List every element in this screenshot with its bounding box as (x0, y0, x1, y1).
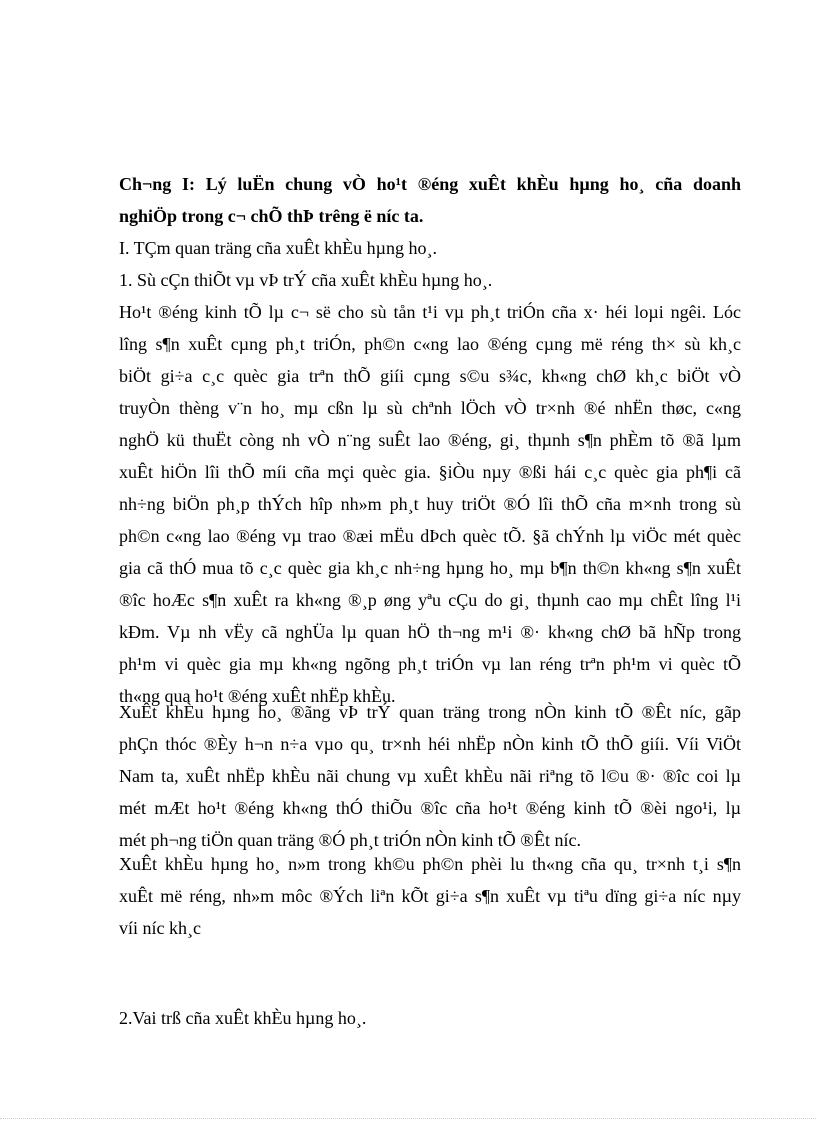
paragraph-line: nghÖ kü thuËt còng nh vÒ n¨ng suÊt lao ®éng, gi¸ thµnh s¶n phÈm tõ ®ã lµm (119, 430, 741, 450)
subsection-heading-2: 2.Vai trß cña xuÊt khÈu hµng ho¸. (119, 1008, 367, 1028)
paragraph-line: mét ph¬ng tiÖn quan träng ®Ó ph¸t triÓn nÒn kinh tÕ ®Êt níc. (119, 830, 581, 850)
paragraph-line: Ho¹t ®éng kinh tÕ lµ c¬ së cho sù tån t¹i vµ ph¸t triÓn cña x· héi loµi ngêi. Lóc (119, 302, 741, 322)
paragraph-line: kÐm. Vµ nh vËy cã nghÜa lµ quan hÖ th¬ng m¹i ®· kh«ng chØ bã hÑp trong (119, 622, 741, 642)
page-bottom-divider (0, 1118, 816, 1119)
paragraph-3 (119, 848, 741, 944)
paragraph-line: nh÷ng biÖn ph¸p thÝch hîp nh»m ph¸t huy triÖt ®Ó lîi thÕ cña m×nh trong sù (119, 494, 741, 514)
paragraph-line: ®îc hoÆc s¶n xuÊt ra kh«ng ®¸p øng yªu cÇu do gi¸ thµnh cao mµ chÊt lîng l¹i (119, 590, 741, 610)
paragraph-line: biÖt gi÷a c¸c quèc gia trªn thÕ giíi cµng s©u s¾c, kh«ng chØ kh¸c biÖt vÒ (119, 366, 741, 386)
paragraph-line: víi níc kh¸c (119, 918, 201, 938)
paragraph-line: truyÒn thèng v¨n ho¸ mµ cßn lµ sù chªnh lÖch vÒ tr×nh ®é nhËn thøc, c«ng (119, 398, 741, 418)
chapter-heading (119, 168, 741, 232)
paragraph-line: gia cã thÓ mua tõ c¸c quèc gia kh¸c nh÷ng hµng ho¸ mµ b¶n th©n kh«ng s¶n xuÊt (119, 558, 741, 578)
chapter-heading-line-1: Ch¬ng I: Lý luËn chung vÒ ho¹t ®éng xuÊt khÈu hµng ho¸ cña doanh (119, 174, 741, 194)
chapter-heading-line-2: nghiÖp trong c¬ chÕ thÞ trêng ë níc ta. (119, 206, 424, 226)
paragraph-line: XuÊt khÈu hµng ho¸ ®ãng vÞ trÝ quan träng trong nÒn kinh tÕ ®Êt níc, gãp (119, 702, 741, 722)
paragraph-line: mét mÆt ho¹t ®éng kh«ng thÓ thiÕu ®îc cña ho¹t ®éng kinh tÕ ®èi ngo¹i, lµ (119, 798, 741, 818)
paragraph-line: lîng s¶n xuÊt cµng ph¸t triÓn, ph©n c«ng lao ®éng cµng më réng th× sù kh¸c (119, 334, 741, 354)
section-heading: I. TÇm quan träng cña xuÊt khÈu hµng ho¸. (119, 238, 437, 258)
paragraph-line: xuÊt hiÖn lîi thÕ míi cña mçi quèc gia. §iÒu nµy ®ßi hái c¸c quèc gia ph¶i cã (119, 462, 741, 482)
paragraph-1 (119, 296, 741, 712)
paragraph-line: ph¹m vi quèc gia mµ kh«ng ngõng ph¸t triÓn vµ lan réng trªn ph¹m vi quèc tÕ (119, 654, 741, 674)
paragraph-line: phÇn thóc ®Èy h¬n n÷a vµo qu¸ tr×nh héi nhËp nÒn kinh tÕ thÕ giíi. Víi ViÖt (119, 734, 741, 754)
paragraph-line: xuÊt më réng, nh»m môc ®Ých liªn kÕt gi÷a s¶n xuÊt vµ tiªu dïng gi÷a níc nµy (119, 886, 741, 906)
paragraph-line: ph©n c«ng lao ®éng vµ trao ®æi mËu dÞch quèc tÕ. §ã chÝnh lµ viÖc mét quèc (119, 526, 741, 546)
paragraph-2 (119, 696, 741, 856)
paragraph-line: XuÊt khÈu hµng ho¸ n»m trong kh©u ph©n phèi lu th«ng cña qu¸ tr×nh t¸i s¶n (119, 854, 741, 874)
paragraph-line: Nam ta, xuÊt nhËp khÈu nãi chung vµ xuÊt khÈu nãi riªng tõ l©u ®· ®îc coi lµ (119, 766, 741, 786)
paragraph-line: th«ng qua ho¹t ®éng xuÊt nhËp khÈu. (119, 686, 396, 706)
subsection-heading-1: 1. Sù cÇn thiÕt vµ vÞ trÝ cña xuÊt khÈu hµng ho¸. (119, 270, 493, 290)
